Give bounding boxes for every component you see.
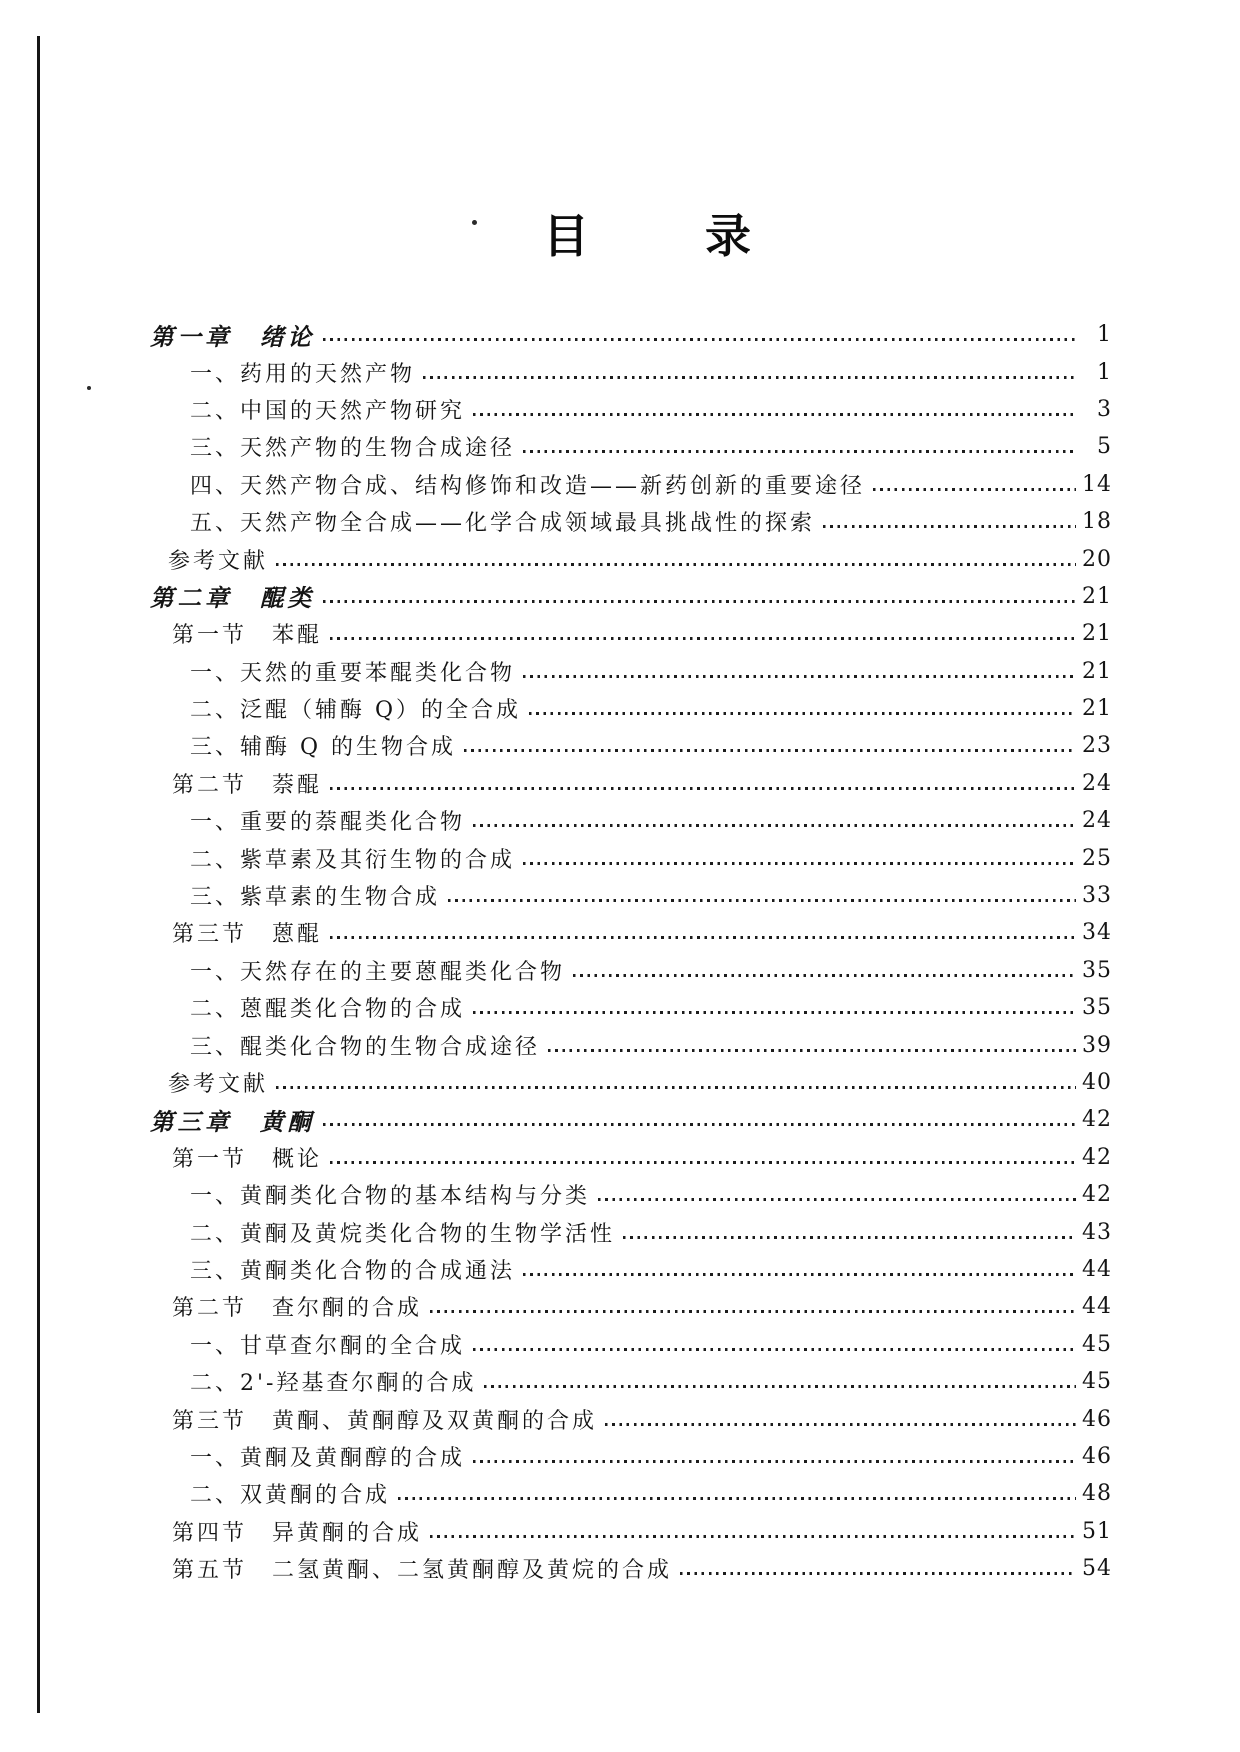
- toc-entry-label: 三、辅酶 Q 的生物合成: [190, 735, 457, 761]
- toc-page-number: 43: [1082, 1219, 1112, 1245]
- toc-entry-label: 一、天然存在的主要蒽醌类化合物: [190, 959, 566, 985]
- toc-row: [190, 391, 1112, 428]
- toc-entry-label: 第一章 绪论: [150, 322, 315, 351]
- toc-row: [190, 503, 1112, 540]
- dotted-leader: [523, 675, 1076, 678]
- toc-entry-label: 五、天然产物全合成——化学合成领域最具挑战性的探索: [190, 511, 816, 537]
- toc-entry-label: 第二章 醌类: [150, 584, 315, 613]
- toc-page-number: 21: [1082, 696, 1112, 722]
- toc-entry-label: 二、双黄酮的合成: [190, 1483, 391, 1509]
- toc-page-number: 45: [1082, 1331, 1112, 1357]
- dotted-leader: [623, 1236, 1076, 1239]
- dotted-leader: [430, 1535, 1076, 1538]
- toc-row: [190, 727, 1112, 764]
- dotted-leader: [323, 338, 1076, 341]
- dotted-leader: [523, 862, 1076, 865]
- dotted-leader: [473, 1011, 1076, 1014]
- toc-row: [190, 353, 1112, 390]
- toc-row: [190, 1213, 1112, 1250]
- dotted-leader: [473, 824, 1076, 827]
- toc-page-number: 21: [1082, 658, 1112, 684]
- toc-page-number: 21: [1082, 621, 1112, 647]
- toc-row: [190, 1438, 1112, 1475]
- toc-entry-label: 第二节 查尔酮的合成: [172, 1296, 423, 1322]
- toc-entry-label: 一、甘草查尔酮的全合成: [190, 1333, 466, 1359]
- toc-page-number: 24: [1082, 808, 1112, 834]
- dotted-leader: [323, 1123, 1076, 1126]
- toc-row: [190, 877, 1112, 914]
- toc-page-number: 51: [1082, 1518, 1112, 1544]
- dotted-leader: [323, 600, 1076, 603]
- toc-row: [172, 1139, 1112, 1176]
- toc-page-number: 1: [1097, 322, 1112, 348]
- toc-row: [190, 1475, 1112, 1512]
- toc-row: [172, 1400, 1112, 1437]
- toc-page-number: 54: [1082, 1556, 1112, 1582]
- toc-page-number: 46: [1082, 1406, 1112, 1432]
- toc-entry-label: 一、天然的重要苯醌类化合物: [190, 660, 516, 686]
- toc-row: [190, 466, 1112, 503]
- toc-row: [190, 989, 1112, 1026]
- left-margin-rule: [37, 36, 40, 1713]
- toc-row: [190, 1326, 1112, 1363]
- toc-row: [190, 1251, 1112, 1288]
- dotted-leader: [473, 1348, 1076, 1351]
- toc-entry-label: 四、天然产物合成、结构修饰和改造——新药创新的重要途径: [190, 473, 866, 499]
- dotted-leader: [523, 450, 1076, 453]
- dotted-leader: [330, 1161, 1076, 1164]
- toc-page-number: 45: [1082, 1369, 1112, 1395]
- toc-row: [190, 802, 1112, 839]
- toc-entry-label: 第五节 二氢黄酮、二氢黄酮醇及黄烷的合成: [172, 1558, 673, 1584]
- toc-page-number: 21: [1082, 583, 1112, 609]
- toc-row: [190, 428, 1112, 465]
- toc-page-number: 25: [1082, 845, 1112, 871]
- toc-page-number: 35: [1082, 995, 1112, 1021]
- toc-row: [168, 540, 1112, 577]
- dotted-leader: [330, 637, 1076, 640]
- dotted-leader: [276, 563, 1076, 566]
- toc-row: [168, 1064, 1112, 1101]
- dotted-leader: [473, 1460, 1076, 1463]
- title-char-left: 目: [543, 209, 589, 263]
- toc-row: [172, 1288, 1112, 1325]
- toc-entry-label: 三、紫草素的生物合成: [190, 885, 441, 911]
- toc-entry-label: 三、醌类化合物的生物合成途径: [190, 1034, 541, 1060]
- toc-entry-label: 一、药用的天然产物: [190, 361, 416, 387]
- toc-row: [172, 914, 1112, 951]
- page-title: [0, 200, 1240, 266]
- dotted-leader: [573, 974, 1076, 977]
- toc-row: [172, 1550, 1112, 1587]
- toc-row: [190, 1026, 1112, 1063]
- toc-list: [150, 316, 1112, 1587]
- dotted-leader: [605, 1423, 1076, 1426]
- toc-row: [172, 615, 1112, 652]
- toc-page-number: 1: [1097, 359, 1112, 385]
- toc-page-number: 35: [1082, 957, 1112, 983]
- toc-entry-label: 一、黄酮及黄酮醇的合成: [190, 1445, 466, 1471]
- toc-entry-label: 三、黄酮类化合物的合成通法: [190, 1258, 516, 1284]
- toc-row: [172, 765, 1112, 802]
- toc-entry-label: 一、重要的萘醌类化合物: [190, 810, 466, 836]
- toc-row: [190, 839, 1112, 876]
- toc-entry-label: 第二节 萘醌: [172, 772, 323, 798]
- toc-page-number: 44: [1082, 1256, 1112, 1282]
- toc-row: [172, 1513, 1112, 1550]
- toc-entry-label: 第四节 异黄酮的合成: [172, 1520, 423, 1546]
- dotted-leader: [484, 1385, 1076, 1388]
- toc-page-number: 40: [1082, 1070, 1112, 1095]
- toc-page-number: 18: [1082, 509, 1112, 535]
- dotted-leader: [330, 787, 1076, 790]
- stray-ink-mark: [87, 386, 91, 390]
- toc-entry-label: 第一节 苯醌: [172, 623, 323, 649]
- dotted-leader: [430, 1310, 1076, 1313]
- toc-row: [190, 952, 1112, 989]
- toc-page-number: 3: [1097, 396, 1112, 422]
- toc-row: [150, 1101, 1112, 1138]
- toc-entry-label: 第一节 概论: [172, 1146, 323, 1172]
- toc-row: [190, 1176, 1112, 1213]
- toc-page-number: 23: [1082, 733, 1112, 759]
- dotted-leader: [680, 1572, 1076, 1575]
- toc-page-number: 42: [1082, 1107, 1112, 1133]
- toc-entry-label: 一、黄酮类化合物的基本结构与分类: [190, 1184, 591, 1210]
- toc-page-number: 33: [1082, 883, 1112, 909]
- toc-page-number: 39: [1082, 1032, 1112, 1058]
- dotted-leader: [398, 1497, 1076, 1500]
- toc-entry-label: 二、泛醌（辅酶 Q）的全合成: [190, 698, 522, 724]
- dotted-leader: [823, 525, 1076, 528]
- toc-entry-label: 第三章 黄酮: [150, 1107, 315, 1136]
- toc-row: [190, 690, 1112, 727]
- toc-page-number: 48: [1082, 1481, 1112, 1507]
- dotted-leader: [423, 376, 1076, 379]
- toc-row: [190, 653, 1112, 690]
- toc-entry-label: 参考文献: [168, 1072, 269, 1097]
- toc-page-number: 34: [1082, 920, 1112, 946]
- toc-page-number: 24: [1082, 770, 1112, 796]
- dotted-leader: [330, 936, 1076, 939]
- dotted-leader: [873, 488, 1076, 491]
- toc-entry-label: 二、中国的天然产物研究: [190, 398, 466, 424]
- toc-page-number: 42: [1082, 1182, 1112, 1208]
- dotted-leader: [473, 413, 1076, 416]
- toc-entry-label: 第三节 黄酮、黄酮醇及双黄酮的合成: [172, 1408, 598, 1434]
- toc-entry-label: 三、天然产物的生物合成途径: [190, 436, 516, 462]
- toc-entry-label: 二、黄酮及黄烷类化合物的生物学活性: [190, 1221, 616, 1247]
- toc-page-number: 14: [1082, 471, 1112, 497]
- toc-entry-label: 第三节 蒽醌: [172, 922, 323, 948]
- dotted-leader: [448, 899, 1076, 902]
- dotted-leader: [598, 1198, 1076, 1201]
- toc-entry-label: 二、紫草素及其衍生物的合成: [190, 847, 516, 873]
- dotted-leader: [529, 712, 1076, 715]
- dotted-leader: [548, 1049, 1076, 1052]
- toc-page-number: 44: [1082, 1294, 1112, 1320]
- toc-page-number: 42: [1082, 1144, 1112, 1170]
- dotted-leader: [523, 1273, 1076, 1276]
- dotted-leader: [464, 749, 1076, 752]
- dotted-leader: [276, 1086, 1076, 1089]
- toc-row: [150, 316, 1112, 353]
- toc-row: [190, 1363, 1112, 1400]
- toc-row: [150, 578, 1112, 615]
- toc-page-number: 46: [1082, 1443, 1112, 1469]
- toc-entry-label: 二、蒽醌类化合物的合成: [190, 997, 466, 1023]
- toc-entry-label: 参考文献: [168, 548, 269, 574]
- toc-page-number: 20: [1082, 546, 1112, 572]
- toc-entry-label: 二、2'-羟基查尔酮的合成: [190, 1371, 477, 1397]
- toc-page-number: 5: [1097, 434, 1112, 460]
- title-char-right: 录: [705, 209, 751, 263]
